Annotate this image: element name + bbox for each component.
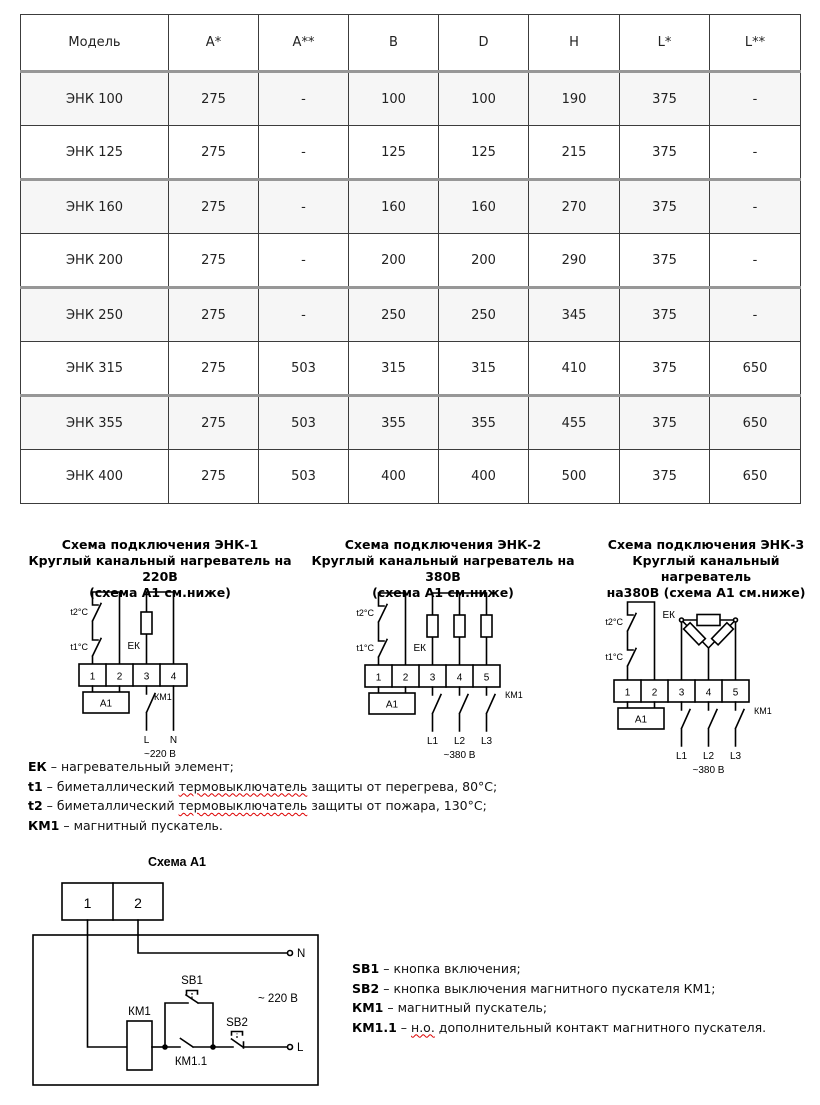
legend-text: – <box>400 1019 408 1035</box>
phase-l-label: L <box>143 735 150 746</box>
heater-branch <box>427 593 492 665</box>
table-cell: - <box>710 288 801 342</box>
table-cell: 290 <box>529 234 620 288</box>
legend-term: ЕК <box>28 759 47 774</box>
table-cell: 160 <box>439 180 529 234</box>
legend-text: – кнопка включения; <box>383 961 521 976</box>
terminal-number: 5 <box>732 687 739 699</box>
phase-l3-label: L3 <box>480 736 493 747</box>
t2-label: t2°C <box>70 607 88 617</box>
table-cell: 100 <box>349 72 439 126</box>
enk2-title-line2: Круглый канальный нагреватель на 380В <box>311 553 575 584</box>
table-cell: 160 <box>349 180 439 234</box>
enk3-title-line2: Круглый канальный нагреватель <box>632 553 780 584</box>
t1-label: t1°C <box>605 652 623 662</box>
table-cell: 375 <box>620 342 710 396</box>
n-terminal-label: N <box>297 948 306 960</box>
table-cell: ЭНК 315 <box>21 342 169 396</box>
table-cell: ЭНК 355 <box>21 396 169 450</box>
ek-heating-element <box>454 615 465 637</box>
legend-text: защиты от перегрева, 80°С; <box>311 778 498 794</box>
enk1-title-line2: Круглый канальный нагреватель на 220В <box>28 553 292 584</box>
legend-text: – биметаллический <box>46 778 175 794</box>
legend-text: дополнительный контакт магнитного пускателя. <box>438 1019 767 1035</box>
km1-label: КМ1 <box>754 706 772 716</box>
heater-branch <box>141 592 174 664</box>
table-cell: ЭНК 125 <box>21 126 169 180</box>
legend-line <box>352 979 812 999</box>
ek-heating-element <box>697 615 720 626</box>
t1-label: t1°C <box>70 642 88 652</box>
table-row <box>21 234 801 288</box>
legend-text-misspelled: термовыключатель <box>178 798 308 813</box>
phase-l1-label: L1 <box>675 751 688 762</box>
phase-l1-label: L1 <box>426 736 439 747</box>
table-cell: 650 <box>710 450 801 504</box>
table-cell: 375 <box>620 234 710 288</box>
km1-contact <box>736 702 745 746</box>
table-cell: - <box>710 234 801 288</box>
phase-n-label: N <box>169 735 178 746</box>
table-cell: 125 <box>439 126 529 180</box>
terminal-number: 2 <box>134 895 142 911</box>
t2-label: t2°C <box>356 608 374 618</box>
table-cell: 200 <box>349 234 439 288</box>
legend-line <box>28 816 748 836</box>
legend-term: КМ1.1 <box>352 1019 397 1035</box>
terminal-number: 3 <box>678 687 685 699</box>
km1-contact <box>487 687 496 731</box>
table-cell: 375 <box>620 288 710 342</box>
thermal-switch-branch <box>628 602 655 680</box>
table-cell: 650 <box>710 396 801 450</box>
legend-term: SB1 <box>352 961 380 976</box>
table-cell: 400 <box>439 450 529 504</box>
km11-label: КМ1.1 <box>174 1056 208 1068</box>
legend-text-misspelled: термовыключатель <box>178 778 308 794</box>
terminal-number: 3 <box>143 671 150 683</box>
thermal-switch-branch <box>93 592 120 664</box>
table-cell: 375 <box>620 396 710 450</box>
km1-label: КМ1 <box>505 690 523 700</box>
table-cell: 503 <box>259 342 349 396</box>
table-cell: 275 <box>169 396 259 450</box>
column-header: L* <box>620 15 710 72</box>
sb1-button <box>165 991 213 1048</box>
enk3-circuit-diagram <box>594 588 820 780</box>
terminal-number: 5 <box>483 672 490 684</box>
table-cell: 190 <box>529 72 620 126</box>
table-cell: 250 <box>439 288 529 342</box>
thermal-switch-branch <box>379 593 406 665</box>
table-cell: 355 <box>439 396 529 450</box>
phase-l3-label: L3 <box>729 751 742 762</box>
table-row <box>21 72 801 126</box>
table-cell: 270 <box>529 180 620 234</box>
enk2-circuit-diagram <box>345 585 580 763</box>
terminal-number: 1 <box>83 895 92 911</box>
ek-heating-element <box>481 615 492 637</box>
ek-heating-element <box>427 615 438 637</box>
table-cell: 375 <box>620 180 710 234</box>
table-cell: 125 <box>349 126 439 180</box>
a1-label: А1 <box>385 699 399 711</box>
legend-text-misspelled: н.о. <box>411 1019 435 1035</box>
l-terminal-label: L <box>297 1042 304 1054</box>
phase-l2-label: L2 <box>453 736 466 747</box>
terminal-number: 1 <box>375 672 382 684</box>
table-cell: 215 <box>529 126 620 180</box>
table-cell: - <box>259 288 349 342</box>
sb2-label: SB2 <box>226 1017 248 1029</box>
delta-node <box>680 618 684 622</box>
terminal-number: 1 <box>624 687 631 699</box>
enk2-title-line1: Схема подключения ЭНК-2 <box>344 537 542 552</box>
component-legend <box>28 757 748 835</box>
table-cell: 375 <box>620 450 710 504</box>
km1-coil <box>127 1021 152 1070</box>
table-row <box>21 342 801 396</box>
km1-contact <box>682 702 691 746</box>
km1-label: КМ1 <box>154 692 172 702</box>
enk1-title-line3: (схема А1 см.ниже) <box>89 585 231 600</box>
table-cell: 200 <box>439 234 529 288</box>
table-cell: ЭНК 400 <box>21 450 169 504</box>
a1-label: А1 <box>634 714 648 726</box>
table-cell: 345 <box>529 288 620 342</box>
table-cell: 275 <box>169 288 259 342</box>
table-cell: 275 <box>169 180 259 234</box>
table-cell: 315 <box>439 342 529 396</box>
table-cell: - <box>259 180 349 234</box>
legend-text: – нагревательный элемент; <box>50 759 234 774</box>
enk1-title-line1: Схема подключения ЭНК-1 <box>61 537 259 552</box>
ek-label: ЕК <box>127 641 140 652</box>
spec-table <box>20 14 801 504</box>
legend-text: – биметаллический <box>46 798 175 813</box>
legend-text: – магнитный пускатель. <box>63 817 223 833</box>
column-header: H <box>529 15 620 72</box>
table-cell: 355 <box>349 396 439 450</box>
table-cell: 410 <box>529 342 620 396</box>
legend-line <box>352 959 812 979</box>
table-header-row <box>21 15 801 72</box>
schema-a1-legend <box>352 959 812 1037</box>
column-header: Модель <box>21 15 169 72</box>
table-cell: 375 <box>620 126 710 180</box>
schema-a1-diagram <box>25 852 330 1092</box>
terminal-number: 2 <box>116 671 123 683</box>
column-header: L** <box>710 15 801 72</box>
enk1-circuit-diagram <box>47 584 257 762</box>
table-cell: 275 <box>169 450 259 504</box>
legend-line <box>352 998 812 1018</box>
km1-contact <box>460 687 469 731</box>
table-row <box>21 288 801 342</box>
terminal-number: 3 <box>429 672 436 684</box>
legend-term: КМ1 <box>352 1000 384 1015</box>
voltage-label: ~220 В <box>144 749 176 760</box>
table-cell: - <box>259 126 349 180</box>
voltage-label: ~ 220 В <box>258 993 298 1005</box>
table-cell: 275 <box>169 126 259 180</box>
terminal-number: 2 <box>651 687 658 699</box>
table-row <box>21 126 801 180</box>
legend-line <box>28 757 748 777</box>
table-row <box>21 180 801 234</box>
delta-heater-branch <box>680 615 738 681</box>
legend-text: – магнитный пускатель; <box>387 1000 548 1015</box>
table-cell: ЭНК 200 <box>21 234 169 288</box>
table-cell: 503 <box>259 450 349 504</box>
column-header: A* <box>169 15 259 72</box>
table-cell: - <box>259 234 349 288</box>
table-cell: 100 <box>439 72 529 126</box>
ek-label: ЕК <box>662 610 675 621</box>
legend-term: t1 <box>28 778 43 794</box>
voltage-label: ~380 В <box>692 765 725 776</box>
table-cell: 650 <box>710 342 801 396</box>
table-cell: 275 <box>169 234 259 288</box>
legend-term: КМ1 <box>28 817 60 833</box>
table-cell: 503 <box>259 396 349 450</box>
table-cell: - <box>259 72 349 126</box>
enk3-title-line3: на380В (схема А1 см.ниже) <box>606 585 806 600</box>
legend-line <box>28 796 748 816</box>
table-cell: 500 <box>529 450 620 504</box>
legend-term: SB2 <box>352 980 380 996</box>
legend-text: – кнопка выключения магнитного пускателя КМ1; <box>383 980 716 996</box>
table-cell: 375 <box>620 72 710 126</box>
sb1-label: SB1 <box>181 975 203 987</box>
table-cell: ЭНК 100 <box>21 72 169 126</box>
phase-l2-label: L2 <box>702 751 715 762</box>
ek-heating-element <box>141 612 152 634</box>
column-header: D <box>439 15 529 72</box>
table-cell: - <box>710 180 801 234</box>
delta-node <box>734 618 738 622</box>
legend-term: t2 <box>28 798 43 813</box>
km1-contact <box>433 687 442 731</box>
table-cell: 250 <box>349 288 439 342</box>
a1-label: А1 <box>99 698 113 710</box>
legend-line <box>28 777 748 797</box>
column-header: A** <box>259 15 349 72</box>
table-row <box>21 396 801 450</box>
voltage-label: ~380 В <box>443 750 476 761</box>
schema-a1-title: Схема А1 <box>148 855 206 869</box>
table-cell: ЭНК 160 <box>21 180 169 234</box>
terminal-number: 4 <box>456 672 463 684</box>
terminal-number: 1 <box>89 671 96 683</box>
table-cell: 400 <box>349 450 439 504</box>
km1-label: КМ1 <box>128 1006 151 1018</box>
column-header: B <box>349 15 439 72</box>
n-terminal <box>288 951 293 956</box>
table-cell: - <box>710 72 801 126</box>
enk3-title-line1: Схема подключения ЭНК-3 <box>607 537 805 552</box>
legend-line <box>352 1018 812 1038</box>
table-cell: 275 <box>169 72 259 126</box>
terminal-number: 2 <box>402 672 409 684</box>
table-cell: 275 <box>169 342 259 396</box>
enk2-title-line3: (схема А1 см.ниже) <box>372 585 514 600</box>
table-cell: 455 <box>529 396 620 450</box>
table-cell: ЭНК 250 <box>21 288 169 342</box>
sb2-button <box>213 1032 288 1049</box>
table-cell: 315 <box>349 342 439 396</box>
terminal-number: 4 <box>705 687 712 699</box>
legend-text: защиты от пожара, 130°С; <box>311 798 487 813</box>
terminal-number: 4 <box>170 671 177 683</box>
table-row <box>21 450 801 504</box>
t2-label: t2°C <box>605 617 623 627</box>
t1-label: t1°C <box>356 643 374 653</box>
ek-label: ЕК <box>413 643 426 654</box>
table-cell: - <box>710 126 801 180</box>
km1-contact <box>709 702 718 746</box>
km11-contact <box>165 1039 213 1048</box>
l-terminal <box>288 1045 293 1050</box>
